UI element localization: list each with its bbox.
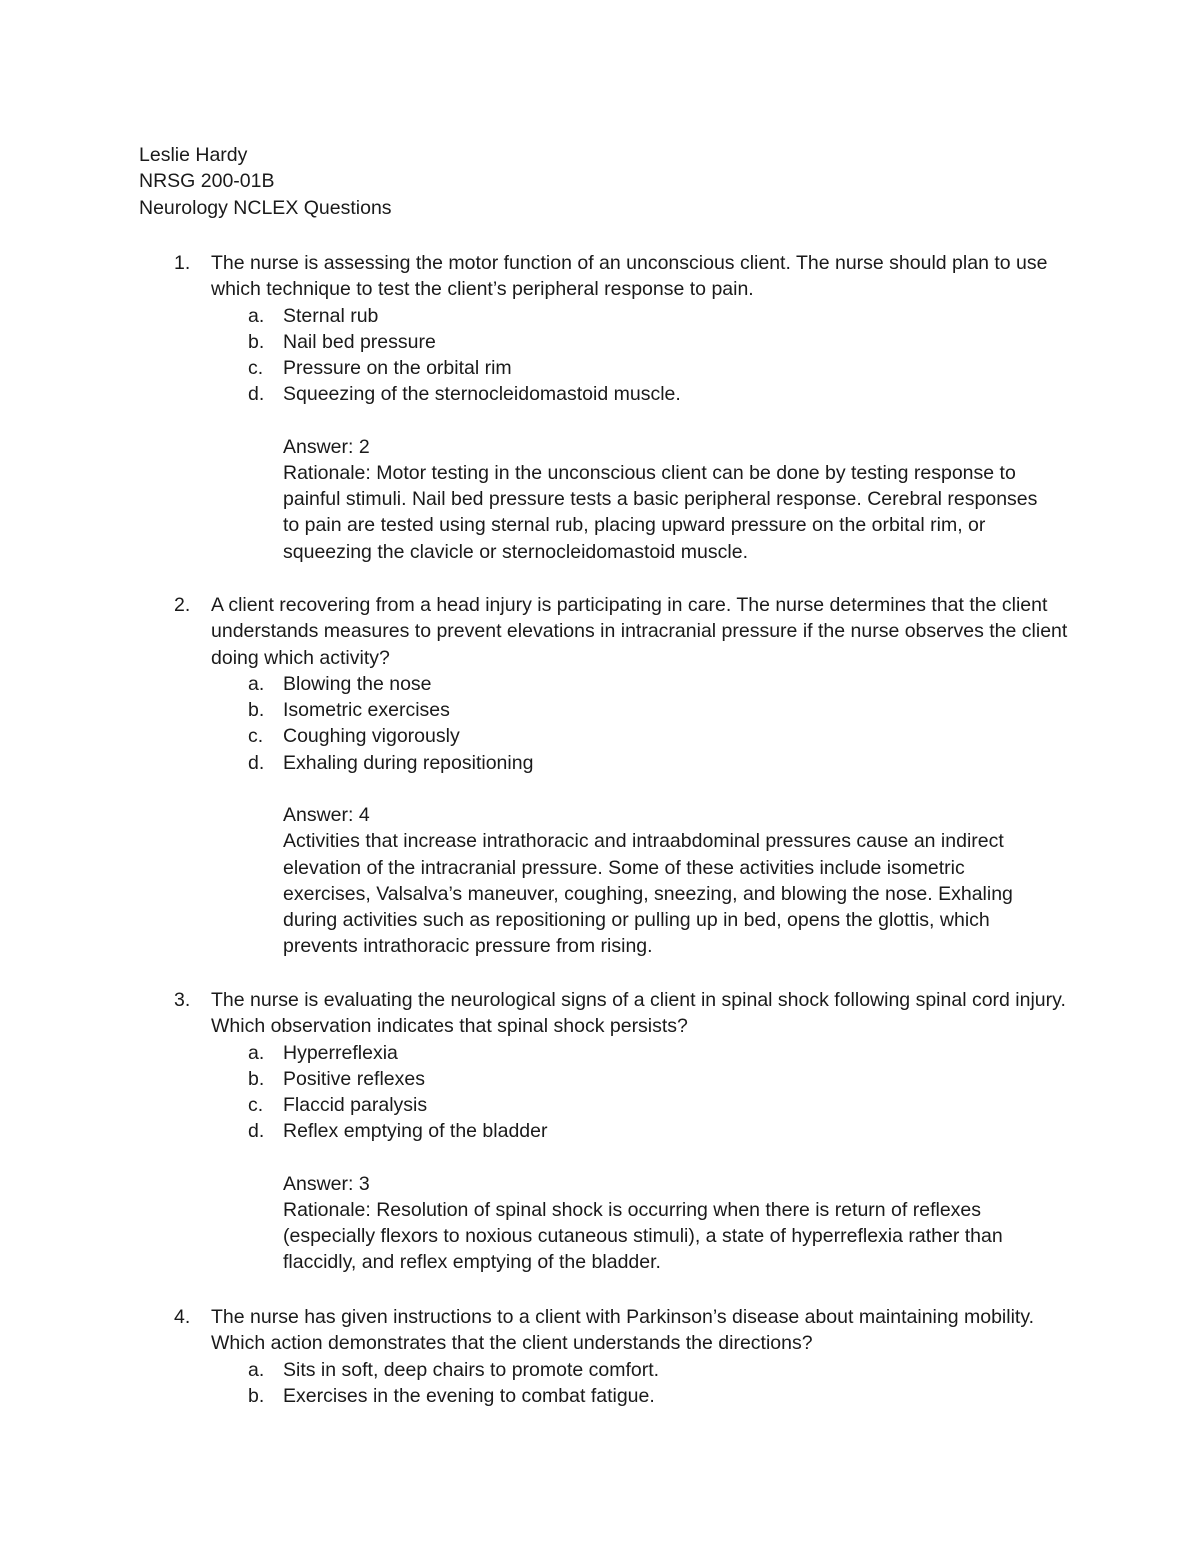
option-text: Sits in soft, deep chairs to promote comfort. [283,1358,660,1381]
option-text: Exercises in the evening to combat fatigue. [283,1384,655,1407]
question-number: 3. [174,989,191,1011]
option-text: Reflex emptying of the bladder [283,1120,548,1143]
option-item [0,303,1200,329]
option-item [0,329,1200,355]
option-item [0,1383,1200,1409]
question-number: 4. [174,1306,191,1328]
option-letter: d. [248,751,265,774]
option-text: Hyperreflexia [283,1041,398,1064]
option-item [0,671,1200,697]
option-list [0,303,1200,408]
option-letter: b. [248,1384,265,1407]
option-text: Pressure on the orbital rim [283,357,512,380]
answer-line: Answer: 3 [283,1172,370,1195]
option-text: Isometric exercises [283,699,450,722]
option-text: Exhaling during repositioning [283,751,534,774]
question-number: 2. [174,594,191,616]
rationale-text: Activities that increase intrathoracic and intraabdominal pressures cause an indirect elevation of the intracranial pressure. Some of these activities include isometric exercises, Valsalva’s maneuver, coughing, sneezing, and blowing the nose. Exhaling during activities such as repositioning or pulling up in bed, opens the glottis, which prevents intrathoracic pressure from rising. [283,830,1013,958]
option-letter: c. [248,725,264,748]
option-text: Coughing vigorously [283,725,460,748]
answer-block [283,802,1043,960]
option-text: Nail bed pressure [283,330,436,353]
option-item [0,1118,1200,1144]
rationale-text: Rationale: Resolution of spinal shock is occurring when there is return of reflexes (especially flexors to noxious cutaneous stimuli), a state of hyperreflexia rather than flaccidly, and reflex emptying of the bladder. [283,1198,1003,1274]
option-letter: c. [248,1094,264,1117]
option-letter: a. [248,672,265,695]
answer-block [283,434,1043,565]
question-text: The nurse is assessing the motor function of an unconscious client. The nurse should plan to use which technique to test the client’s peripheral response to pain. [211,252,1048,301]
document-title: Neurology NCLEX Questions [139,196,392,219]
option-letter: b. [248,330,265,353]
option-item [0,1040,1200,1066]
option-text: Positive reflexes [283,1067,425,1090]
answer-block [283,1171,1043,1276]
option-letter: c. [248,357,264,380]
option-item [0,1357,1200,1383]
option-text: Sternal rub [283,304,379,327]
option-item [0,1066,1200,1092]
option-text: Blowing the nose [283,672,432,695]
option-text: Flaccid paralysis [283,1094,428,1117]
option-letter: a. [248,304,265,327]
option-letter: a. [248,1358,265,1381]
answer-line: Answer: 2 [283,435,370,458]
option-item [0,1092,1200,1118]
option-item [0,355,1200,381]
option-list [0,1040,1200,1145]
option-item [0,723,1200,749]
question-text: A client recovering from a head injury is participating in care. The nurse determines that the client understands measures to prevent elevations in intracranial pressure if the nurse observes the client doing which activity? [211,594,1068,669]
option-letter: b. [248,1067,265,1090]
rationale-text: Rationale: Motor testing in the unconscious client can be done by testing response to painful stimuli. Nail bed pressure tests a basic peripheral response. Cerebral responses to pain are tested using sternal rub, placing upward pressure on the orbital rim, or squeezing the clavicle or sternocleidomastoid muscle. [283,461,1038,563]
document-header [139,142,392,221]
option-item [0,381,1200,407]
answer-line: Answer: 4 [283,804,370,826]
student-name: Leslie Hardy [139,144,248,166]
option-letter: d. [248,1120,265,1143]
option-text: Squeezing of the sternocleidomastoid muscle. [283,383,681,406]
question-number: 1. [174,252,191,274]
option-letter: b. [248,699,265,722]
option-letter: d. [248,383,265,406]
option-letter: a. [248,1041,265,1064]
option-item [0,697,1200,723]
question-text: The nurse has given instructions to a client with Parkinson’s disease about maintaining mobility. Which action demonstrates that the client understands the directions? [211,1306,1035,1355]
option-list [0,1357,1200,1410]
option-item [0,750,1200,776]
option-list [0,671,1200,776]
question-text: The nurse is evaluating the neurological signs of a client in spinal shock following spinal cord injury. Which observation indicates that spinal shock persists? [211,989,1066,1038]
course-code: NRSG 200-01B [139,170,275,193]
